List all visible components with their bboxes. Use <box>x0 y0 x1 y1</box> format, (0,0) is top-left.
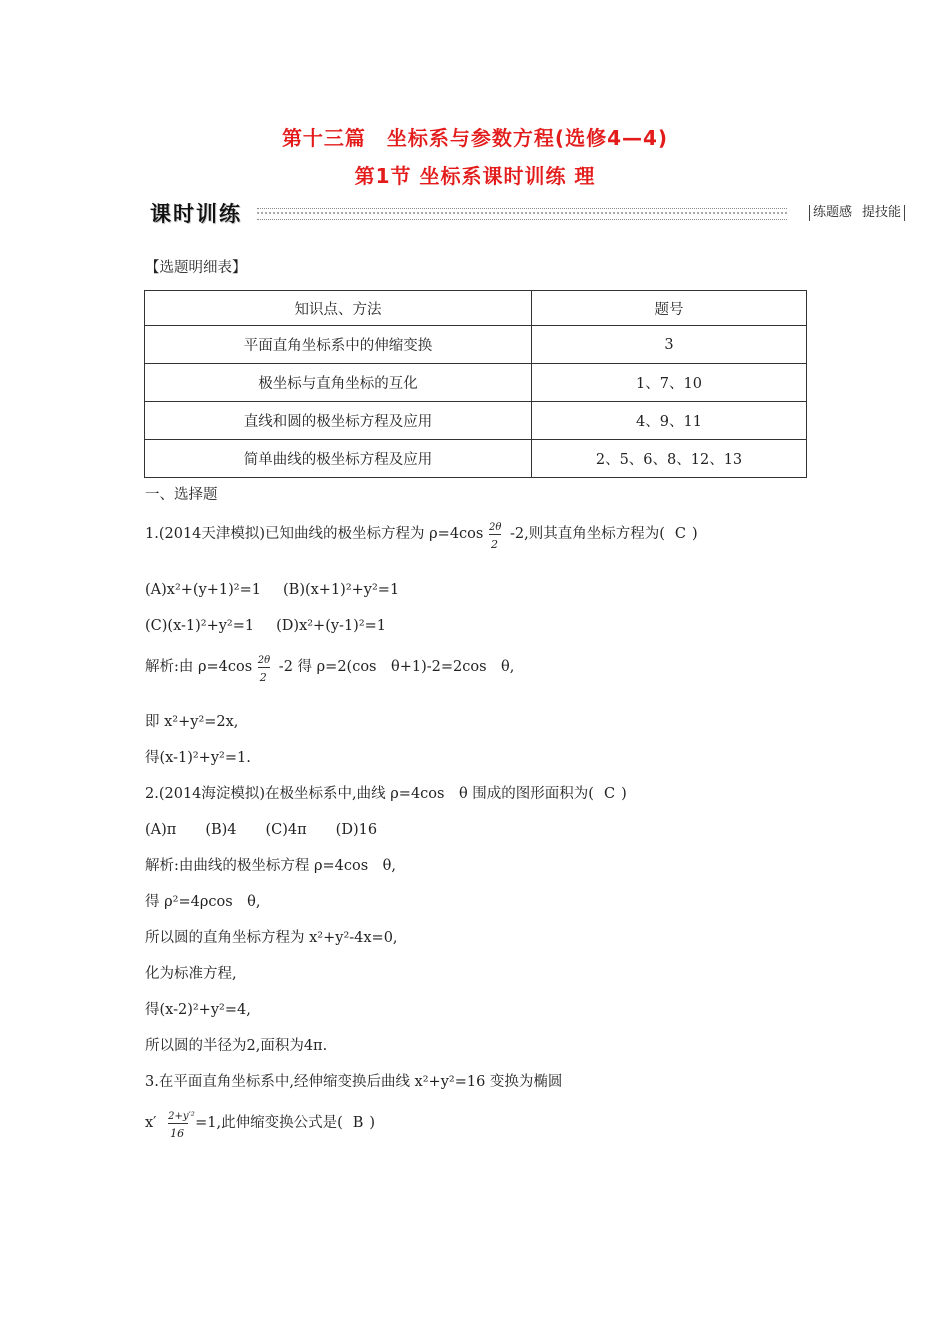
q3-fraction <box>162 1111 195 1140</box>
q1-stem <box>145 522 698 551</box>
q3-stem: 3.在平面直角坐标系中,经伸缩变换后曲线 x²+y²=16 变换为椭圆 <box>145 1074 563 1090</box>
q1-solution-text-2: -2 得 ρ=2(cos θ+1)-2=2cos θ, <box>278 659 515 675</box>
table-row <box>145 440 807 478</box>
banner-tagline <box>809 205 905 221</box>
q1-fraction <box>488 522 509 551</box>
q2-options: (A)π (B)4 (C)4π (D)16 <box>145 822 378 838</box>
banner-label: 课时训练 <box>150 202 242 226</box>
q2-solution-line4: 化为标准方程, <box>145 966 237 982</box>
banner-divider <box>257 208 787 220</box>
q1-options-row1 <box>145 580 399 600</box>
practice-banner <box>145 198 905 232</box>
q1-solution-line1 <box>145 655 515 684</box>
table-heading: 【选题明细表】 <box>145 260 247 276</box>
table-cell: 2、5、6、8、12、13 <box>532 440 807 478</box>
fraction-denominator: 16 <box>170 1127 185 1140</box>
q1-options-row2 <box>145 616 386 636</box>
q1-option-d: (D)x²+(y-1)²=1 <box>276 618 387 634</box>
q1-stem-text-2: -2,则其直角坐标方程为( <box>509 526 665 542</box>
q2-solution-line3: 所以圆的直角坐标方程为 x²+y²-4x=0, <box>145 930 398 946</box>
q2-solution-line5: 得(x-2)²+y²=4, <box>145 1002 251 1018</box>
q3-close-paren: ) <box>369 1115 376 1131</box>
table-row <box>145 364 807 402</box>
q1-answer: C <box>674 526 686 542</box>
q2-solution-line1: 解析:由曲线的极坐标方程 ρ=4cos θ, <box>145 858 397 874</box>
q3-stem-line2 <box>145 1111 376 1140</box>
table-cell: 直线和圆的极坐标方程及应用 <box>145 402 532 440</box>
fraction-numerator: 2+y′² <box>168 1111 195 1122</box>
table-cell: 3 <box>532 326 807 364</box>
table-row <box>145 402 807 440</box>
fraction-numerator: 2θ <box>257 655 271 666</box>
q2-answer: C <box>603 786 616 802</box>
table-cell: 简单曲线的极坐标方程及应用 <box>145 440 532 478</box>
q3-text: x′ <box>145 1115 157 1131</box>
chapter-title: 第十三篇 坐标系与参数方程(选修4—4) <box>281 126 669 150</box>
banner-tag-b: 提技能 <box>861 205 901 220</box>
fraction-denominator: 2 <box>490 538 498 551</box>
q1-solution-text: 解析:由 ρ=4cos <box>145 659 257 675</box>
q1-solution-line2: 即 x²+y²=2x, <box>145 714 239 730</box>
q1-solution-fraction <box>257 655 278 684</box>
section-heading: 一、选择题 <box>145 487 218 503</box>
table-cell: 1、7、10 <box>532 364 807 402</box>
table-header-number: 题号 <box>532 291 807 326</box>
q3-answer: B <box>352 1115 364 1131</box>
q1-option-c: (C)(x-1)²+y²=1 <box>145 618 255 634</box>
table-header-topic: 知识点、方法 <box>145 291 532 326</box>
q2-close-paren: ) <box>621 786 627 802</box>
table-cell: 平面直角坐标系中的伸缩变换 <box>145 326 532 364</box>
q1-option-b: (B)(x+1)²+y²=1 <box>283 582 400 598</box>
q2-solution-line6: 所以圆的半径为2,面积为4π. <box>145 1038 328 1054</box>
q2-solution-line2: 得 ρ²=4ρcos θ, <box>145 894 261 910</box>
topic-table <box>144 290 807 478</box>
q2-stem-text: 2.(2014海淀模拟)在极坐标系中,曲线 ρ=4cos θ 围成的图形面积为( <box>145 786 594 802</box>
fraction-denominator: 2 <box>259 671 267 684</box>
q1-option-a: (A)x²+(y+1)²=1 <box>145 582 261 598</box>
q1-stem-text: 1.(2014天津模拟)已知曲线的极坐标方程为 ρ=4cos <box>145 526 488 542</box>
section-title: 第1节 坐标系课时训练 理 <box>354 164 596 188</box>
q1-close-paren: ) <box>691 526 698 542</box>
table-row <box>145 326 807 364</box>
q3-text-2: =1,此伸缩变换公式是( <box>195 1115 343 1131</box>
table-cell: 极坐标与直角坐标的互化 <box>145 364 532 402</box>
table-cell: 4、9、11 <box>532 402 807 440</box>
q2-stem <box>145 784 627 804</box>
banner-tag-a: 练题感 <box>812 205 852 220</box>
q1-solution-line3: 得(x-1)²+y²=1. <box>145 750 251 766</box>
fraction-numerator: 2θ <box>488 522 502 533</box>
table-header-row <box>145 291 807 326</box>
